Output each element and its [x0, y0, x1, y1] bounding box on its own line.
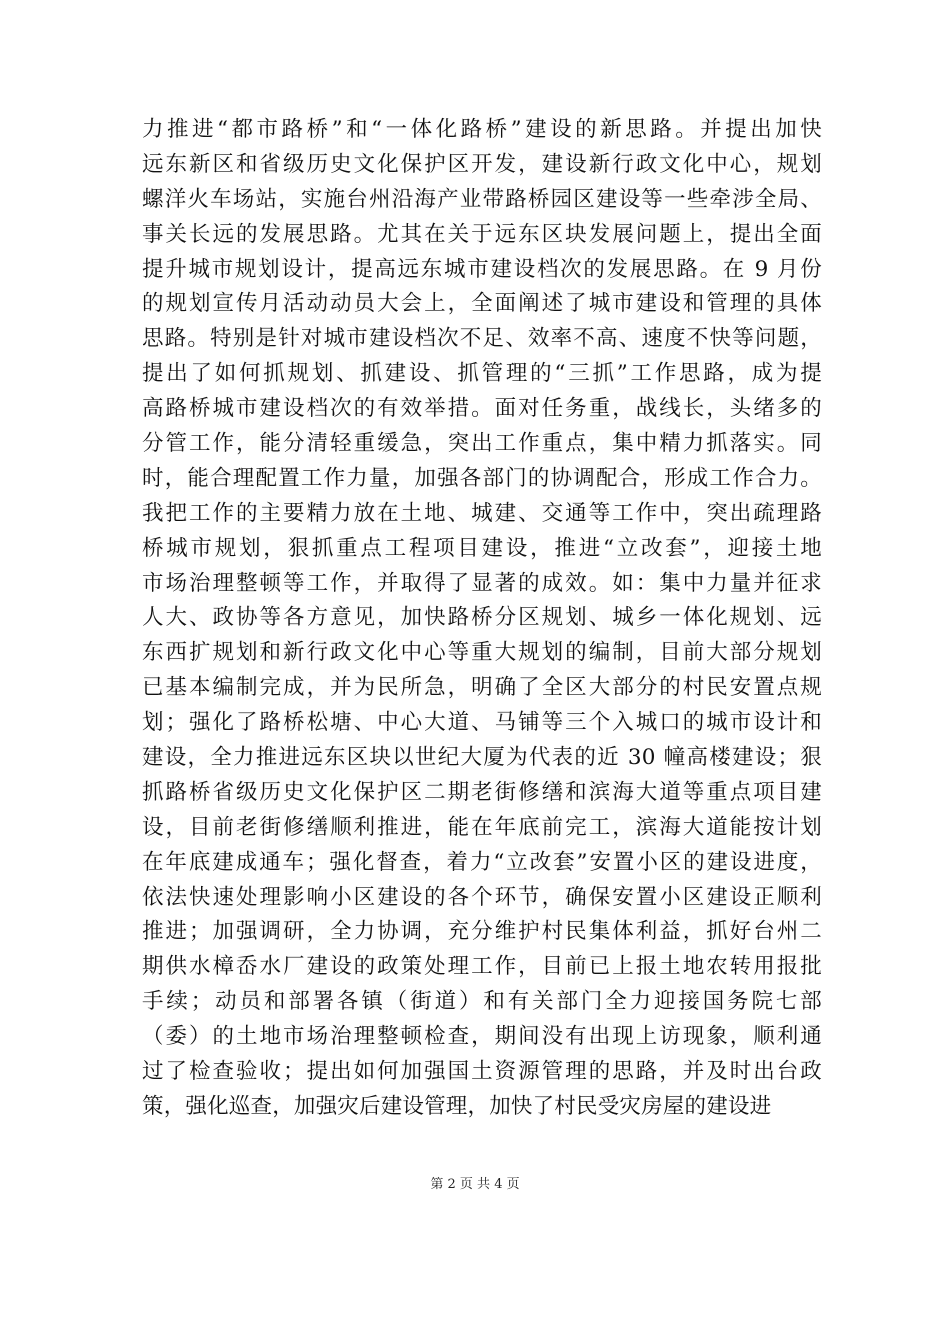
text-line: 远东新区和省级历史文化保护区开发，建设新行政文化中心，规划 [142, 151, 822, 177]
text-line: 力推进“都市路桥”和“一体化路桥”建设的新思路。并提出加快 [142, 117, 822, 142]
text-line: 推进；加强调研，全力协调，充分维护村民集体利益，抓好台州二 [142, 919, 822, 945]
text-line: 我把工作的主要精力放在土地、城建、交通等工作中，突出疏理路 [142, 500, 822, 526]
text-line: 在年底建成通车；强化督查，着力“立改套”安置小区的建设进度， [142, 849, 822, 875]
text-line: 划；强化了路桥松塘、中心大道、马铺等三个入城口的城市设计和 [142, 710, 822, 736]
body-text [142, 113, 822, 1125]
text-line: 抓路桥省级历史文化保护区二期老街修缮和滨海大道等重点项目建 [142, 779, 822, 805]
text-line: 建设，全力推进远东区块以世纪大厦为代表的近 30 幢高楼建设；狠 [142, 745, 822, 771]
text-line: 螺洋火车场站，实施台州沿海产业带路桥园区建设等一些牵涉全局、 [142, 186, 822, 212]
page-number-footer: 第 2 页 共 4 页 [430, 1177, 520, 1192]
text-line: 设，目前老街修缮顺利推进，能在年底前完工，滨海大道能按计划 [142, 814, 822, 840]
text-line: （委）的土地市场治理整顿检查，期间没有出现上访现象，顺利通 [142, 1024, 822, 1050]
text-line: 桥城市规划，狠抓重点工程项目建设，推进“立改套”，迎接土地 [142, 535, 822, 561]
text-line: 提升城市规划设计，提高远东城市建设档次的发展思路。在 9 月份 [142, 256, 822, 282]
text-line: 提出了如何抓规划、抓建设、抓管理的“三抓”工作思路，成为提 [142, 361, 822, 387]
text-line: 手续；动员和部署各镇（街道）和有关部门全力迎接国务院七部 [142, 989, 822, 1015]
text-line: 的规划宣传月活动动员大会上，全面阐述了城市建设和管理的具体 [142, 291, 822, 317]
text-line: 策，强化巡查，加强灾后建设管理，加快了村民受灾房屋的建设进 [142, 1093, 772, 1119]
text-line: 依法快速处理影响小区建设的各个环节，确保安置小区建设正顺利 [142, 884, 822, 910]
text-line: 人大、政协等各方意见，加快路桥分区规划、城乡一体化规划、远 [142, 605, 822, 631]
text-line: 东西扩规划和新行政文化中心等重大规划的编制，目前大部分规划 [142, 640, 822, 666]
text-line: 分管工作，能分清轻重缓急，突出工作重点，集中精力抓落实。同 [142, 431, 822, 457]
text-line: 过了检查验收；提出如何加强国土资源管理的思路，并及时出台政 [142, 1059, 822, 1085]
text-line: 期供水樟岙水厂建设的政策处理工作，目前已上报土地农转用报批 [142, 954, 822, 980]
text-line: 时，能合理配置工作力量，加强各部门的协调配合，形成工作合力。 [142, 465, 822, 491]
text-line: 已基本编制完成，并为民所急，明确了全区大部分的村民安置点规 [142, 675, 822, 701]
text-line: 高路桥城市建设档次的有效举措。面对任务重，战线长，头绪多的 [142, 396, 822, 422]
text-line: 思路。特别是针对城市建设档次不足、效率不高、速度不快等问题， [142, 326, 822, 352]
text-line: 市场治理整顿等工作，并取得了显著的成效。如：集中力量并征求 [142, 570, 822, 596]
text-line: 事关长远的发展思路。尤其在关于远东区块发展问题上，提出全面 [142, 221, 822, 247]
